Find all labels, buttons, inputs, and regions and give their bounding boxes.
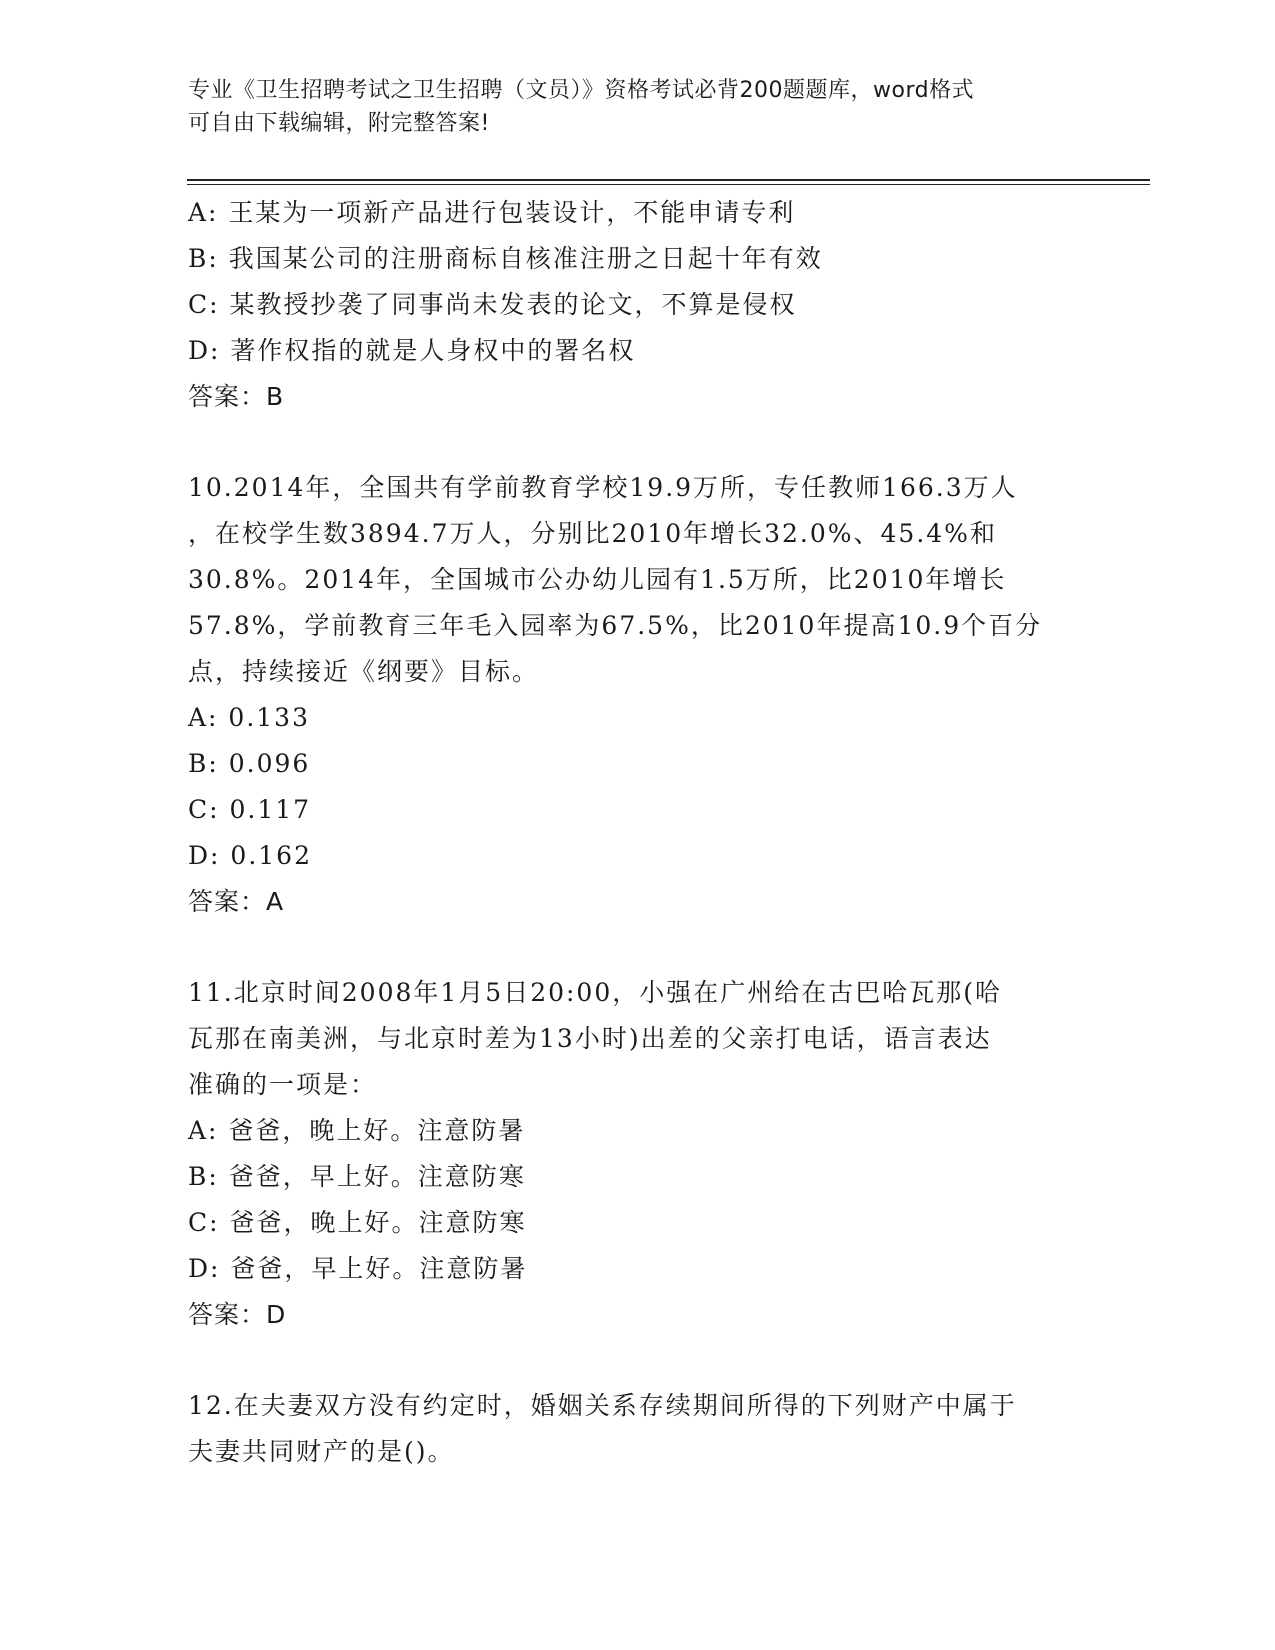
question-9 [188, 190, 1078, 420]
option-d: D: 爸爸，早上好。注意防暑 [188, 1254, 528, 1283]
question-content [188, 190, 1078, 1475]
option-c: C: 某教授抄袭了同事尚未发表的论文，不算是侵权 [188, 290, 797, 319]
question-10 [188, 465, 1078, 925]
question-stem-line: 瓦那在南美洲，与北京时差为13小时)出差的父亲打电话，语言表达 [188, 1024, 992, 1053]
question-stem-line: 点，持续接近《纲要》目标。 [188, 657, 540, 686]
option-b: B: 我国某公司的注册商标自核准注册之日起十年有效 [188, 244, 823, 273]
answer: 答案：B [188, 382, 285, 411]
question-stem-line: 12.在夫妻双方没有约定时，婚姻关系存续期间所得的下列财产中属于 [188, 1391, 1017, 1420]
option-a: A: 王某为一项新产品进行包装设计，不能申请专利 [188, 198, 796, 227]
question-stem-line: 11.北京时间2008年1月5日20:00，小强在广州给在古巴哈瓦那(哈 [188, 978, 1002, 1007]
option-b: B: 爸爸，早上好。注意防寒 [188, 1162, 526, 1191]
question-stem-line: 57.8%，学前教育三年毛入园率为67.5%，比2010年提高10.9个百分 [188, 611, 1043, 640]
header-divider-thin [187, 184, 1150, 185]
document-header [188, 74, 1068, 140]
question-stem-line: 30.8%。2014年，全国城市公办幼儿园有1.5万所，比2010年增长 [188, 565, 1007, 594]
option-a: A: 0.133 [188, 703, 310, 732]
option-a: A: 爸爸，晚上好。注意防暑 [188, 1116, 526, 1145]
answer: 答案：D [188, 1300, 287, 1329]
answer: 答案：A [188, 887, 285, 916]
question-11 [188, 970, 1078, 1338]
option-c: C: 0.117 [188, 795, 312, 824]
header-line-2: 可自由下载编辑，附完整答案! [188, 111, 490, 136]
header-line-1: 专业《卫生招聘考试之卫生招聘（文员）》资格考试必背200题题库，word格式 [188, 78, 975, 103]
option-d: D: 著作权指的就是人身权中的署名权 [188, 336, 636, 365]
header-divider-thick [187, 179, 1150, 181]
option-c: C: 爸爸，晚上好。注意防寒 [188, 1208, 527, 1237]
question-stem-line: 10.2014年，全国共有学前教育学校19.9万所，专任教师166.3万人 [188, 473, 1018, 502]
question-stem-line: ，在校学生数3894.7万人，分别比2010年增长32.0%、45.4%和 [188, 519, 997, 548]
option-b: B: 0.096 [188, 749, 311, 778]
question-stem-line: 准确的一项是： [188, 1070, 378, 1099]
question-12 [188, 1383, 1078, 1475]
option-d: D: 0.162 [188, 841, 312, 870]
question-stem-line: 夫妻共同财产的是()。 [188, 1437, 455, 1466]
